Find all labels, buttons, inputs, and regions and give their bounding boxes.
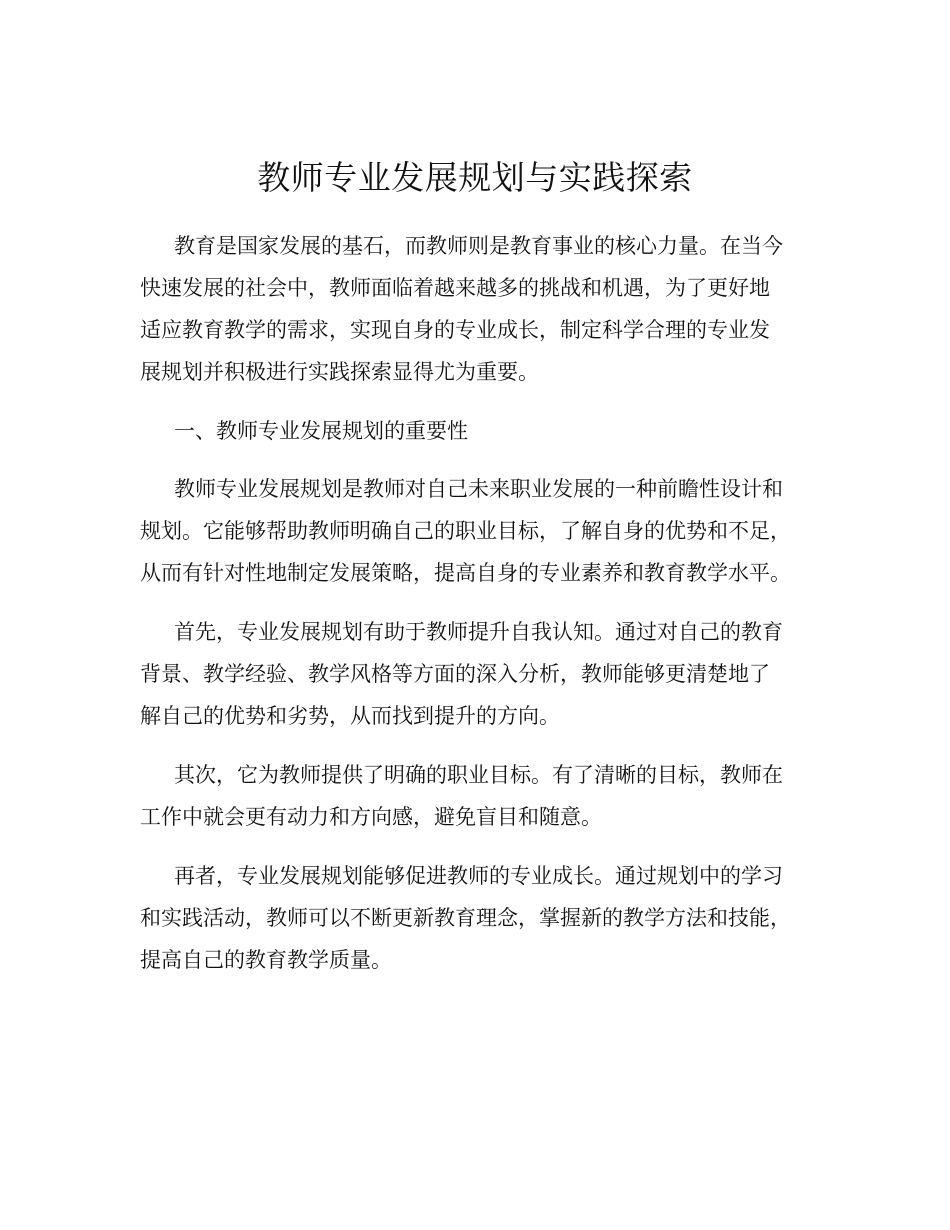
section-heading-1: 一、教师专业发展规划的重要性	[174, 419, 468, 443]
paragraph-3-line-3: 解自己的优势和劣势，从而找到提升的方向。	[140, 704, 560, 728]
paragraph-2-line-3: 从而有针对性地制定发展策略，提高自身的专业素养和教育教学水平。	[140, 561, 791, 585]
paragraph-5-line-2: 和实践活动，教师可以不断更新教育理念，掌握新的教学方法和技能，	[140, 906, 791, 930]
paragraph-1-line-2: 快速发展的社会中，教师面临着越来越多的挑战和机遇，为了更好地	[140, 276, 770, 300]
paragraph-1-line-3: 适应教育教学的需求，实现自身的专业成长，制定科学合理的专业发	[140, 318, 770, 342]
paragraph-3-line-1: 首先，专业发展规划有助于教师提升自我认知。通过对自己的教育	[174, 620, 783, 644]
paragraph-1-line-4: 展规划并积极进行实践探索显得尤为重要。	[140, 360, 539, 384]
paragraph-2-line-2: 规划。它能够帮助教师明确自己的职业目标，了解自身的优势和不足，	[140, 519, 791, 543]
paragraph-3-line-2: 背景、教学经验、教学风格等方面的深入分析，教师能够更清楚地了	[140, 662, 770, 686]
paragraph-2-line-1: 教师专业发展规划是教师对自己未来职业发展的一种前瞻性设计和	[174, 477, 783, 501]
paragraph-5-line-1: 再者，专业发展规划能够促进教师的专业成长。通过规划中的学习	[174, 864, 783, 888]
paragraph-4-line-1: 其次，它为教师提供了明确的职业目标。有了清晰的目标，教师在	[174, 763, 783, 787]
paragraph-1-line-1: 教育是国家发展的基石，而教师则是教育事业的核心力量。在当今	[174, 234, 783, 258]
document-title: 教师专业发展规划与实践探索	[257, 158, 693, 197]
paragraph-5-line-3: 提高自己的教育教学质量。	[140, 948, 392, 972]
paragraph-4-line-2: 工作中就会更有动力和方向感，避免盲目和随意。	[140, 805, 602, 829]
